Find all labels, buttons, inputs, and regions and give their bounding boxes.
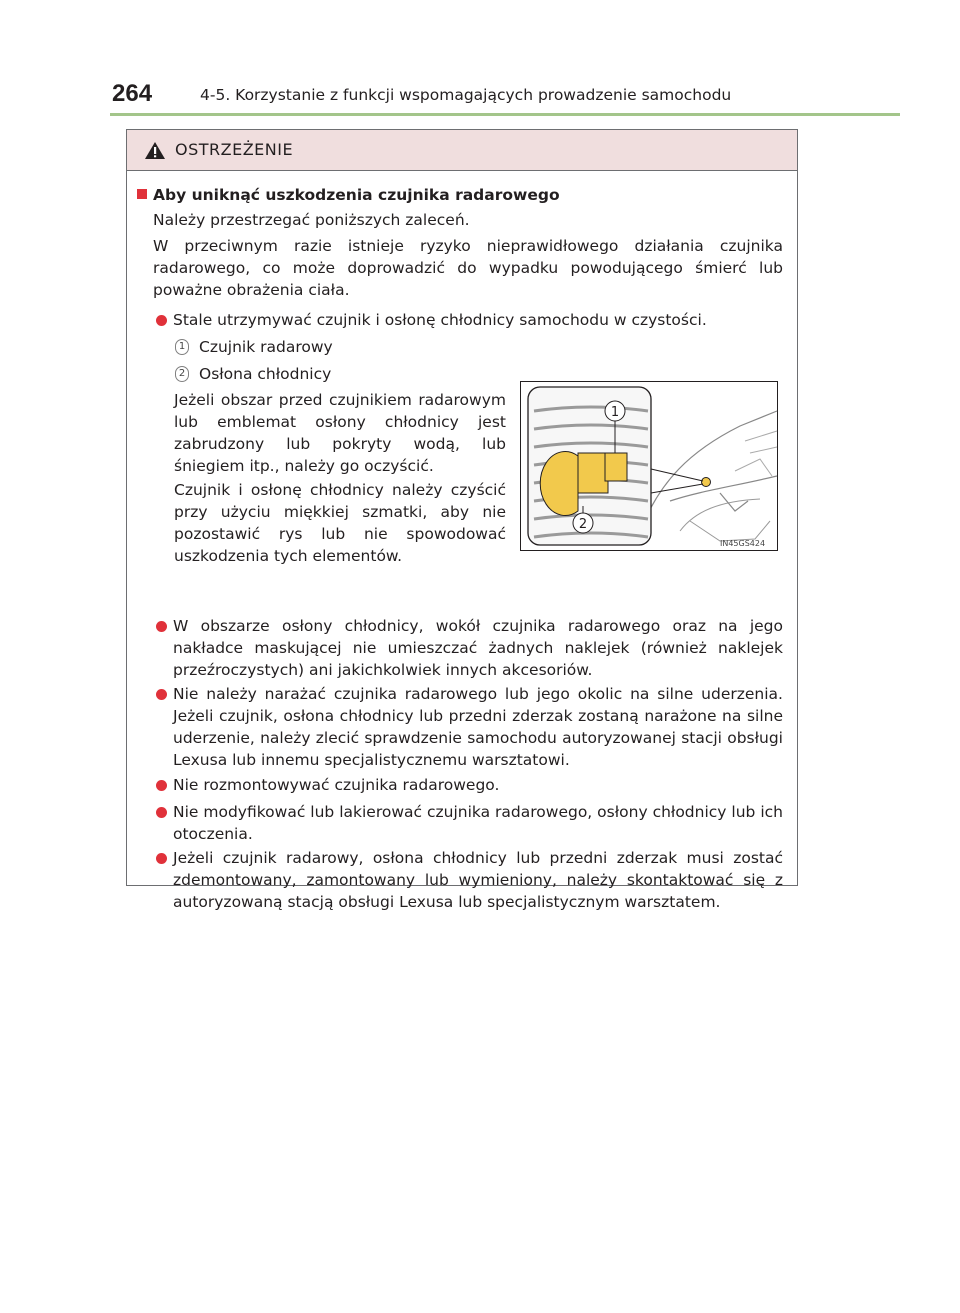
legend-grille: Osłona chłodnicy [199,365,332,383]
bullet-icon [156,807,167,818]
section-heading: Aby uniknąć uszkodzenia czujnika radarowego [153,186,560,204]
warning-header [127,130,797,171]
warning-content [127,171,797,911]
page-header [0,0,960,120]
header-divider [110,113,900,116]
bullet-keep-clean: Stale utrzymywać czujnik i osłonę chłodnicy samochodu w czystości. [173,311,707,329]
intro-line: Należy przestrzegać poniższych zaleceń. [153,211,470,229]
radar-sensor-illustration [520,381,778,551]
callout-1-badge: 1 [175,339,189,355]
chapter-title: 4-5. Korzystanie z funkcji wspomagających prowadzenie samochodu [200,86,732,104]
bullet-no-stickers: W obszarze osłony chłodnicy, wokół czujnika radarowego oraz na jego nakładce maskującej nie umieszczać żadnych naklejek (również naklejek przeźroczystych) ani jakichkolwiek innych akcesoriów. [173,617,783,679]
warning-icon [144,141,166,160]
bullet-icon [156,853,167,864]
bullet-icon [156,689,167,700]
bullet-no-impact: Nie należy narażać czujnika radarowego lub jego okolic na silne uderzenia. Jeżeli czujnik, osłona chłodnicy lub przedni zderzak zostaną narażone na silne uderzenie, należy zlecić sprawdzenie samochodu autoryzowanej stacji obsługi Lexusa lub innemu specjalistycznemu warsztatowi. [173,685,783,769]
illustration-code: IN45GS424 [720,539,766,548]
bullet-icon [156,780,167,791]
warning-title: OSTRZEŻENIE [175,140,294,159]
section-marker-icon [137,189,147,199]
legend-radar-sensor: Czujnik radarowy [199,338,333,356]
page-number: 264 [112,80,153,107]
callout-2-badge: 2 [175,366,189,382]
paragraph-clean-method: Czujnik i osłonę chłodnicy należy czyścić przy użyciu miękkiej szmatki, aby nie pozostawić rys lub nie spowodować uszkodzenia tych elementów. [174,481,506,565]
illustration-callout-1: 1 [610,405,620,420]
illustration-callout-2: 2 [578,517,588,532]
paragraph-clean-area: Jeżeli obszar przed czujnikiem radarowym lub emblemat osłony chłodnicy jest zabrudzony lub pokryty wodą, lub śniegiem itp., należy go oczyścić. [174,391,506,475]
bullet-no-modification: Nie modyfikować lub lakierować czujnika radarowego, osłony chłodnicy lub ich otoczenia. [173,803,783,843]
bullet-icon [156,315,167,326]
warning-box [126,129,798,911]
bullet-contact-service: Jeżeli czujnik radarowy, osłona chłodnicy lub przedni zderzak musi zostać zdemontowany, zamontowany lub wymieniony, należy skontaktować się z autoryzowaną stacją obsługi Lexusa lub specjalistycznym warsztatem. [173,849,783,911]
bullet-no-disassembly: Nie rozmontowywać czujnika radarowego. [173,776,500,794]
intro-paragraph: W przeciwnym razie istnieje ryzyko nieprawidłowego działania czujnika radarowego, co może doprowadzić do wypadku powodującego śmierć lub poważne obrażenia ciała. [153,237,783,299]
bullet-icon [156,621,167,632]
